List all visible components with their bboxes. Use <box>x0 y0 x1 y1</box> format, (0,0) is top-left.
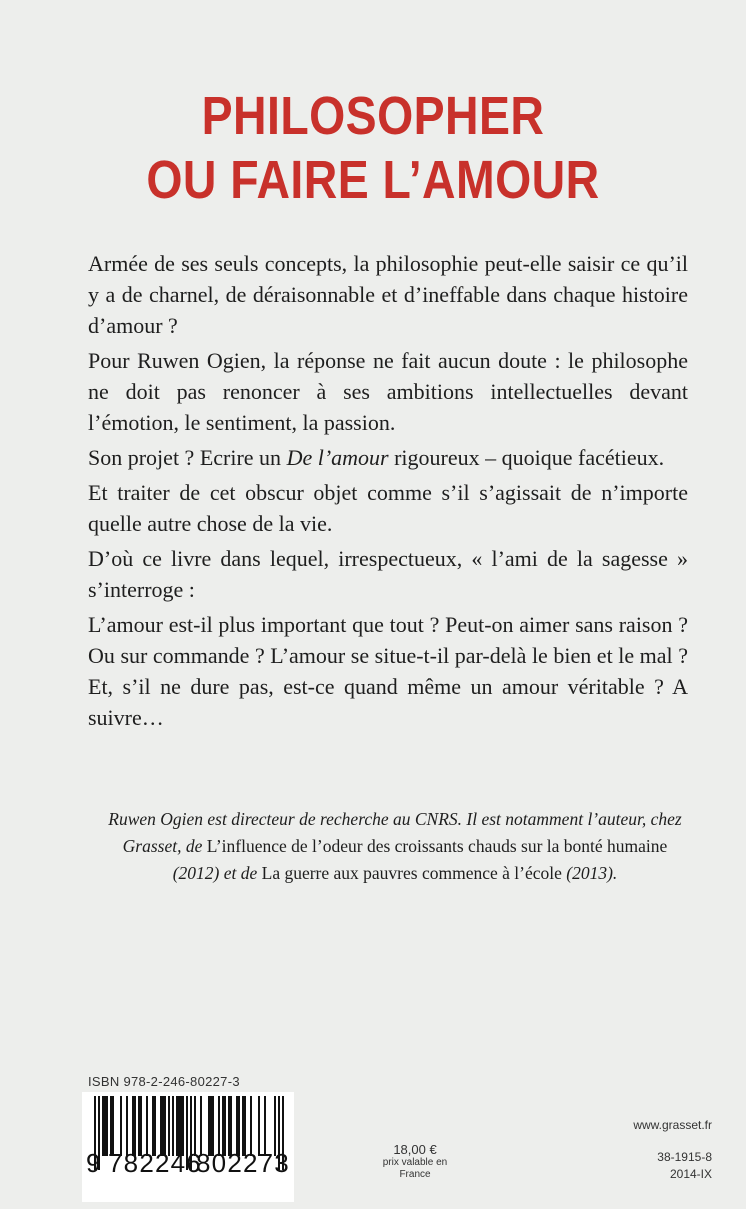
barcode-bar <box>180 1096 182 1156</box>
barcode-bar <box>274 1096 276 1156</box>
barcode-bar <box>104 1096 106 1156</box>
title-line-2: OU FAIRE L’AMOUR <box>146 150 600 210</box>
barcode-bar <box>228 1096 230 1156</box>
barcode-digits-right: 802273 <box>196 1148 290 1178</box>
barcode-bar <box>194 1096 196 1156</box>
barcode-bar <box>152 1096 154 1156</box>
barcode-bar <box>110 1096 112 1156</box>
barcode-bar <box>242 1096 244 1156</box>
barcode-bar <box>138 1096 140 1156</box>
barcode-bar <box>106 1096 108 1156</box>
isbn-label: ISBN 978-2-246-80227-3 <box>88 1074 240 1089</box>
barcode-bar <box>212 1096 214 1156</box>
barcode-bar <box>160 1096 162 1156</box>
publisher-codes <box>657 1149 712 1183</box>
blurb-p3-italic: De l’amour <box>286 445 389 470</box>
barcode-bar <box>250 1096 252 1156</box>
bio-italic-3: (2013). <box>561 863 618 883</box>
blurb-paragraph-3 <box>88 442 688 473</box>
barcode-bar <box>238 1096 240 1156</box>
barcode-bar <box>258 1096 260 1156</box>
barcode-bar <box>102 1096 104 1156</box>
barcode-bar <box>154 1096 156 1156</box>
barcode-bar <box>120 1096 122 1156</box>
barcode-bar <box>140 1096 142 1156</box>
barcode-bar <box>264 1096 266 1156</box>
barcode-bar <box>178 1096 180 1156</box>
barcode-bar <box>164 1096 166 1156</box>
barcode-digits-left: 782246 <box>108 1148 202 1178</box>
barcode-bar <box>126 1096 128 1156</box>
barcode-bar <box>132 1096 134 1156</box>
barcode-bar <box>146 1096 148 1156</box>
bio-book-2: La guerre aux pauvres commence à l’école <box>261 863 562 883</box>
price-block <box>380 1142 450 1181</box>
barcode-bar <box>222 1096 224 1156</box>
barcode-bar <box>224 1096 226 1156</box>
blurb <box>88 248 688 737</box>
barcode-bar <box>112 1096 114 1156</box>
barcode-bars <box>82 1092 294 1202</box>
barcode-bar <box>244 1096 246 1156</box>
barcode-bar <box>182 1096 184 1156</box>
blurb-paragraph-6: L’amour est-il plus important que tout ? Peut-on aimer sans raison ? Ou sur commande ? L’amour se situe-t-il par-delà le bien et le mal ? Et, s’il ne dure pas, est-ce quand même un amour véritable ? A suivre… <box>88 612 688 730</box>
code-line-1: 38-1915-8 <box>657 1150 712 1164</box>
price-note-line-2: France <box>399 1169 431 1180</box>
barcode-bar <box>172 1096 174 1156</box>
barcode-bar <box>176 1096 178 1156</box>
blurb-paragraph-5: D’où ce livre dans lequel, irrespectueux, « l’ami de la sagesse » s’interroge : <box>88 546 688 602</box>
barcode-bar <box>230 1096 232 1156</box>
book-title <box>52 84 694 212</box>
price-amount: 18,00 € <box>393 1142 437 1157</box>
barcode-bar <box>168 1096 170 1156</box>
publisher-website: www.grasset.fr <box>633 1118 712 1132</box>
barcode-digit-first: 9 <box>86 1148 101 1178</box>
barcode-bar <box>210 1096 212 1156</box>
blurb-paragraph-2: Pour Ruwen Ogien, la réponse ne fait aucun doute : le philosophe ne doit pas renoncer à ses ambitions intellectuelles devant l’émotion, le sentiment, la passion. <box>88 348 688 435</box>
author-bio <box>100 806 690 887</box>
bio-italic-2: (2012) et de <box>172 863 262 883</box>
code-line-2: 2014-IX <box>669 1167 712 1181</box>
bio-book-1: L’influence de l’odeur des croissants chauds sur la bonté humaine <box>206 836 668 856</box>
barcode-bar <box>134 1096 136 1156</box>
barcode-bar <box>218 1096 220 1156</box>
barcode-bar <box>236 1096 238 1156</box>
barcode-bar <box>200 1096 202 1156</box>
title-line-1: PHILOSOPHER <box>201 86 545 146</box>
barcode-bar <box>162 1096 164 1156</box>
bio-italic-1: Ruwen Ogien est directeur de recherche au CNRS. Il est notamment l’auteur, chez Grasset, de <box>108 809 682 856</box>
price-note-line-1: prix valable en <box>382 1157 448 1168</box>
barcode <box>82 1092 294 1202</box>
blurb-paragraph-4: Et traiter de cet obscur objet comme s’il s’agissait de n’importe quelle autre chose de la vie. <box>88 480 688 536</box>
blurb-p3-before: Son projet ? Ecrire un <box>88 445 287 470</box>
blurb-p3-after: rigoureux – quoique facétieux. <box>388 445 665 470</box>
barcode-bar <box>208 1096 210 1156</box>
blurb-paragraph-1: Armée de ses seuls concepts, la philosophie peut-elle saisir ce qu’il y a de charnel, de déraisonnable et d’ineffable dans chaque histoire d’amour ? <box>88 251 688 338</box>
